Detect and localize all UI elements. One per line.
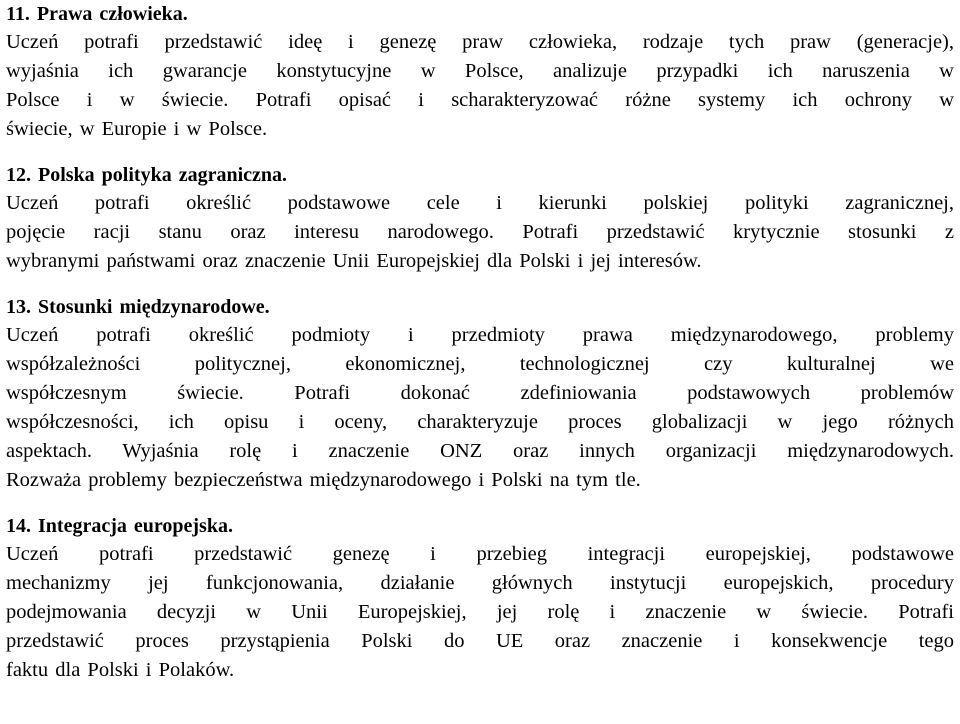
section-heading: 13. Stosunki międzynarodowe. xyxy=(6,296,270,318)
body-line: współzależności politycznej, ekonomicznej, technologicznej czy kulturalnej we xyxy=(6,353,954,375)
body-line: pojęcie racji stanu oraz interesu narodowego. Potrafi przedstawić krytycznie stosunki z xyxy=(6,221,954,243)
body-line: świecie, w Europie i w Polsce. xyxy=(6,118,268,140)
section-spacer xyxy=(6,495,954,512)
body-line: mechanizmy jej funkcjonowania, działanie głównych instytucji europejskich, procedury xyxy=(6,572,954,594)
body-line: wybranymi państwami oraz znaczenie Unii Europejskiej dla Polski i jej interesów. xyxy=(6,250,702,272)
body-line: podejmowania decyzji w Unii Europejskiej, jej rolę i znaczenie w świecie. Potrafi xyxy=(6,601,954,623)
section-heading: 12. Polska polityka zagraniczna. xyxy=(6,164,288,186)
section-12 xyxy=(6,161,954,276)
body-line: współczesności, ich opisu i oceny, charakteryzuje proces globalizacji w jego różnych xyxy=(6,411,954,433)
section-13 xyxy=(6,293,954,495)
section-14 xyxy=(6,512,954,685)
body-line: wyjaśnia ich gwarancje konstytucyjne w Polsce, analizuje przypadki ich naruszenia w xyxy=(6,60,954,82)
body-line: faktu dla Polski i Polaków. xyxy=(6,659,235,681)
body-line: Uczeń potrafi określić podmioty i przedmioty prawa międzynarodowego, problemy xyxy=(6,324,954,346)
body-line: przedstawić proces przystąpienia Polski do UE oraz znaczenie i konsekwencje tego xyxy=(6,630,954,652)
section-11 xyxy=(6,0,954,144)
section-spacer xyxy=(6,144,954,161)
section-heading: 14. Integracja europejska. xyxy=(6,515,233,537)
body-line: Uczeń potrafi przedstawić ideę i genezę praw człowieka, rodzaje tych praw (generacje), xyxy=(6,31,954,53)
section-spacer xyxy=(6,276,954,293)
body-line: Rozważa problemy bezpieczeństwa międzynarodowego i Polski na tym tle. xyxy=(6,469,641,491)
body-line: Polsce i w świecie. Potrafi opisać i scharakteryzować różne systemy ich ochrony w xyxy=(6,89,954,111)
body-line: Uczeń potrafi określić podstawowe cele i kierunki polskiej polityki zagranicznej, xyxy=(6,192,954,214)
body-line: aspektach. Wyjaśnia rolę i znaczenie ONZ oraz innych organizacji międzynarodowych. xyxy=(6,440,954,462)
body-line: współczesnym świecie. Potrafi dokonać zdefiniowania podstawowych problemów xyxy=(6,382,954,404)
body-line: Uczeń potrafi przedstawić genezę i przebieg integracji europejskiej, podstawowe xyxy=(6,543,954,565)
section-heading: 11. Prawa człowieka. xyxy=(6,3,188,25)
